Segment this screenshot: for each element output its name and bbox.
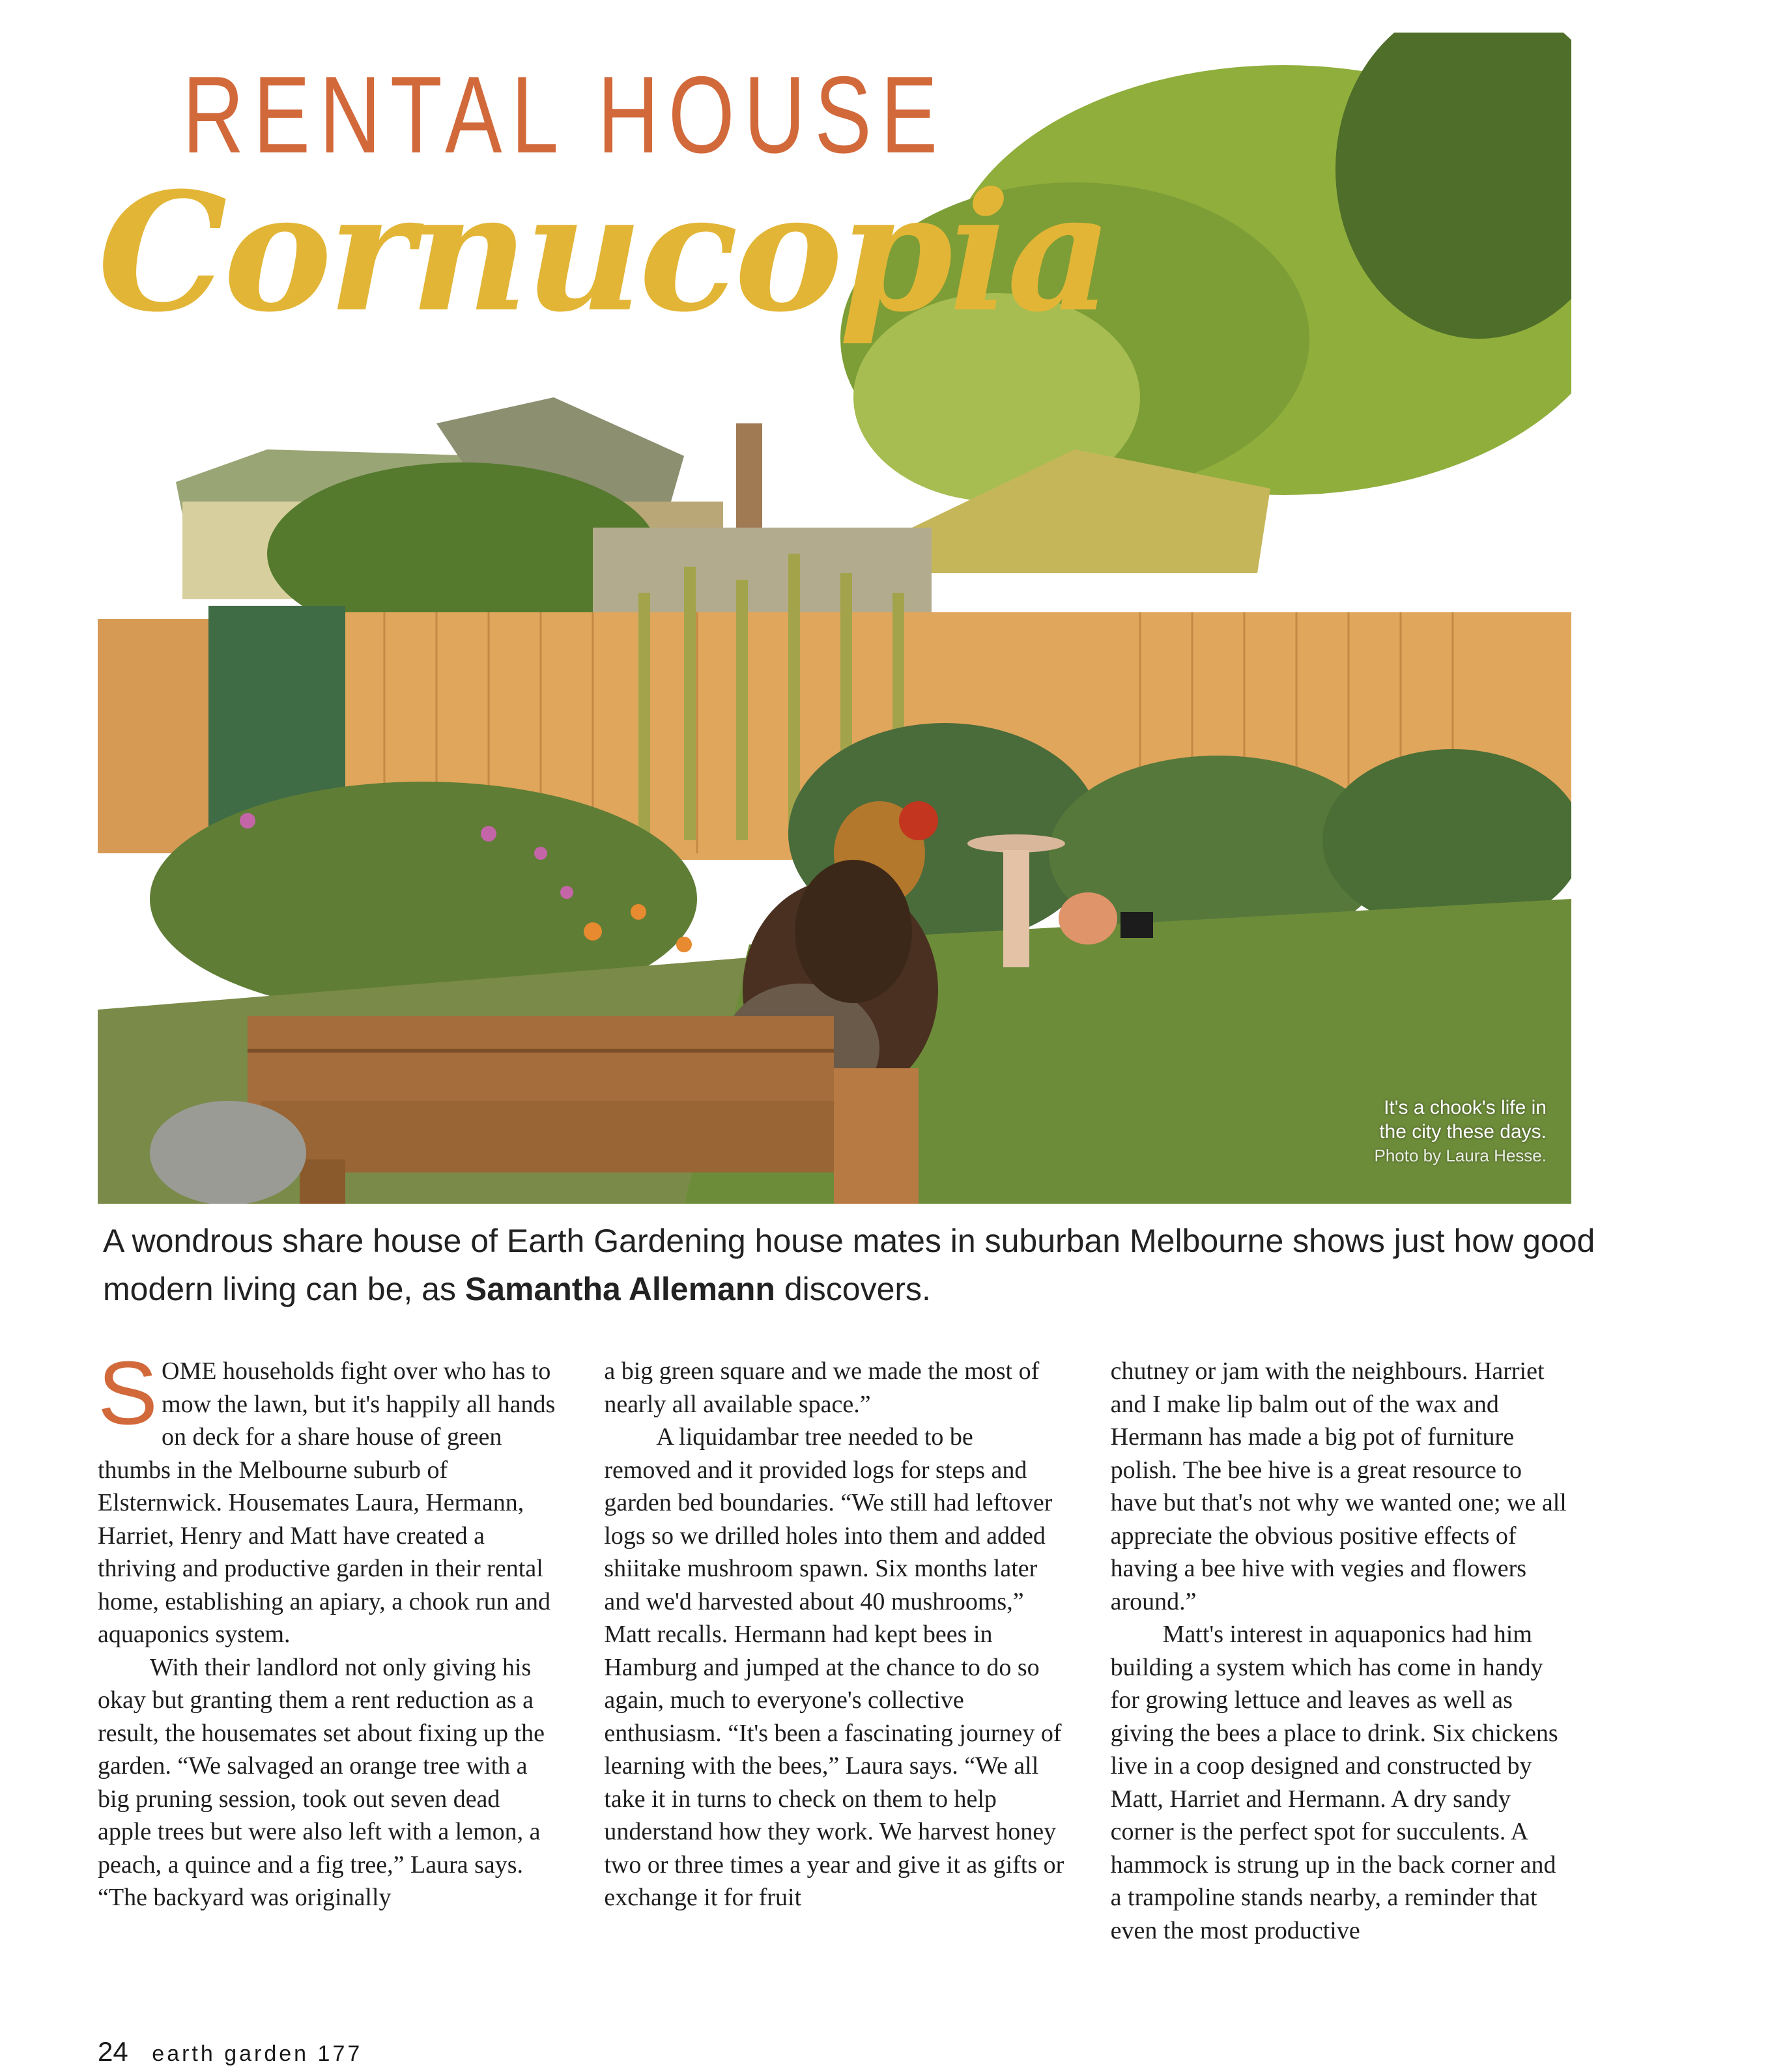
page-footer bbox=[98, 2036, 362, 2067]
paragraph: chutney or jam with the neighbours. Harriet and I make lip balm out of the wax and Hermann has made a big pot of furniture polish. The bee hive is a great resource to have but that's not why we wanted one; we all appreciate the obvious positive effects of having a bee hive with vegies and flowers around.” bbox=[1110, 1357, 1567, 1615]
photo-credit: Photo by Laura Hesse. bbox=[1374, 1146, 1547, 1165]
title-rental-house: RENTAL HOUSE bbox=[182, 53, 947, 176]
title-cornucopia: Cornucopia bbox=[98, 156, 1109, 348]
standfirst-text: A wondrous share house of Earth Gardening house mates in suburban Melbourne shows just how good modern living can be, as bbox=[103, 1223, 1595, 1307]
paragraph bbox=[98, 1343, 558, 1651]
caption-line-2: the city these days. bbox=[1379, 1121, 1547, 1142]
standfirst bbox=[103, 1217, 1601, 1313]
page-number: 24 bbox=[98, 2036, 128, 2067]
paragraph: With their landlord not only giving his okay but granting them a rent reduction as a result, the housemates set about fixing up the garden. “We salvaged an orange tree with a big pruning session, took out seven dead apple trees but were also left with a lemon, a peach, a quince and a fig tree,” Laura says. “The backyard was originally bbox=[98, 1653, 545, 1911]
article-column-2 bbox=[604, 1355, 1064, 2006]
article-body bbox=[98, 1343, 1571, 2006]
paragraph-text: OME households fight over who has to mow the lawn, but it's happily all hands on deck for a share house of green thumbs in the Melbourne suburb of Elsternwick. Housemates Laura, Hermann, Harriet, Henry and Matt have created a thriving and productive garden in their rental home, establishing an apiary, a chook run and aquaponics system. bbox=[98, 1357, 556, 1648]
paragraph: Matt's interest in aquaponics had him building a system which has come in handy for growing lettuce and leaves as well as giving the bees a place to drink. Six chickens live in a coop designed and constructed by Matt, Harriet and Hermann. A dry sandy corner is the perfect spot for succulents. A hammock is strung up in the back corner and a trampoline stands nearby, a reminder that even the most productive bbox=[1110, 1621, 1558, 1944]
author-name: Samantha Allemann bbox=[464, 1271, 775, 1307]
standfirst-ending: discovers. bbox=[784, 1271, 931, 1307]
magazine-name: earth garden 177 bbox=[152, 2041, 363, 2066]
article-column-1 bbox=[98, 1343, 558, 2006]
paragraph: a big green square and we made the most of nearly all available space.” bbox=[604, 1357, 1040, 1418]
article-column-3 bbox=[1111, 1355, 1571, 2006]
photo-caption bbox=[1375, 1096, 1547, 1168]
paragraph: A liquidambar tree needed to be removed and it provided logs for steps and garden bed boundaries. “We still had leftover logs so we drilled holes into them and added shiitake mushroom spawn. Six months later and we'd harvested about 40 mushrooms,” Matt recalls. Hermann had kept bees in Hamburg and jumped at the chance to do so again, much to everyone's collective enthusiasm. “It's been a fascinating journey of learning with the bees,” Laura says. “We all take it in turns to check on them to help understand how they work. We harvest honey two or three times a year and give it as gifts or exchange it for fruit bbox=[604, 1423, 1064, 1911]
caption-line-1: It's a chook's life in bbox=[1384, 1097, 1547, 1118]
drop-cap: S bbox=[98, 1343, 158, 1443]
